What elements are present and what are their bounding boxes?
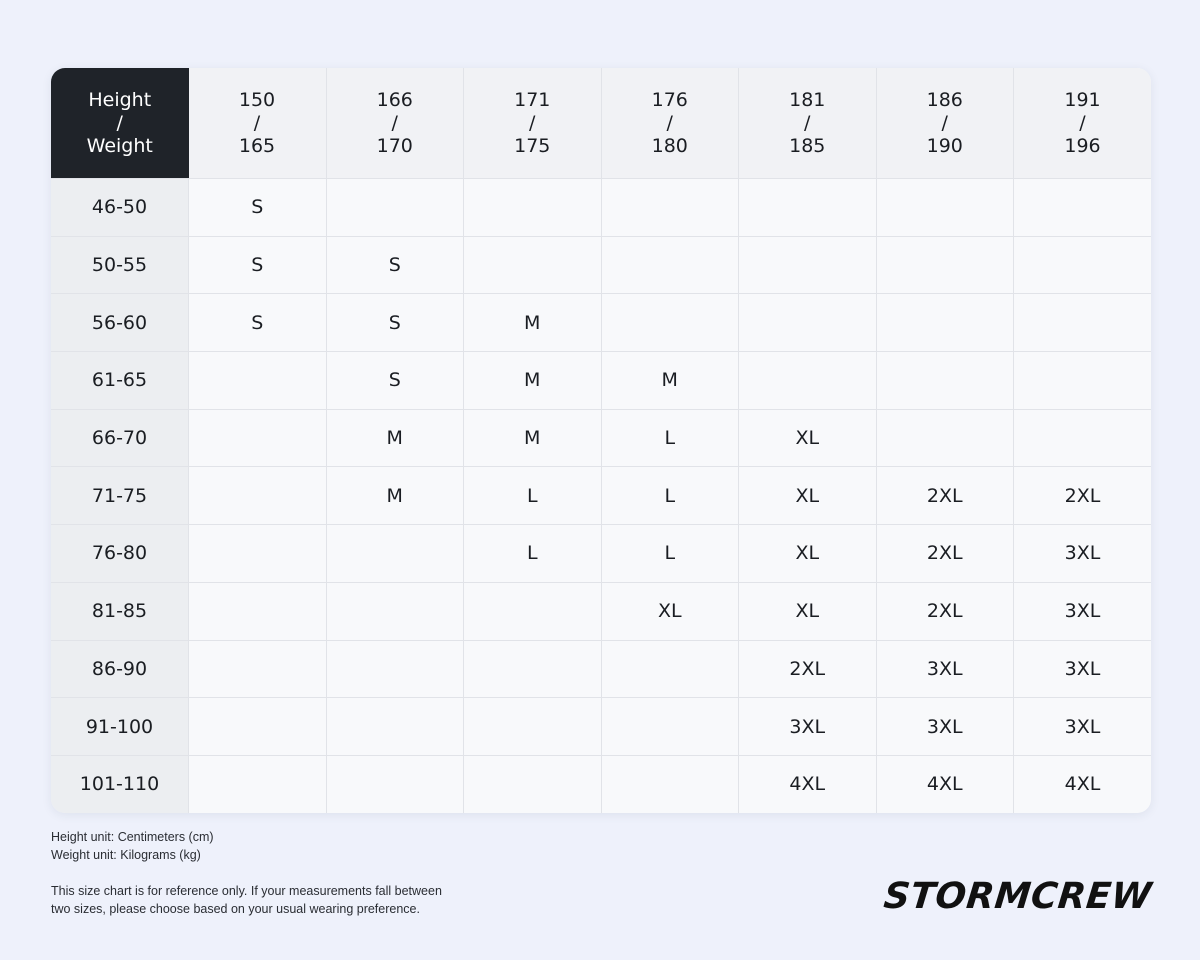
size-cell (739, 352, 877, 410)
weight-row-header: 56-60 (51, 294, 189, 352)
size-cell: 2XL (1014, 467, 1152, 525)
table-row (51, 582, 1151, 640)
size-cell: S (326, 294, 464, 352)
size-cell: L (464, 467, 602, 525)
size-cell: XL (739, 582, 877, 640)
table-row (51, 352, 1151, 410)
table-row (51, 294, 1151, 352)
size-cell (1014, 294, 1152, 352)
height-column-header (189, 68, 327, 179)
weight-unit-note: Weight unit: Kilograms (kg) (51, 848, 201, 862)
size-cell (601, 179, 739, 237)
disclaimer (51, 882, 442, 918)
height-range-slash: / (529, 111, 536, 134)
size-cell: XL (739, 467, 877, 525)
size-cell (326, 755, 464, 813)
size-cell: 3XL (1014, 525, 1152, 583)
size-chart-table (51, 68, 1151, 813)
size-cell (464, 755, 602, 813)
size-cell: L (601, 409, 739, 467)
size-cell (1014, 236, 1152, 294)
corner-label-slash: / (116, 111, 123, 134)
size-cell (326, 582, 464, 640)
header-row (51, 68, 1151, 179)
size-cell: L (601, 467, 739, 525)
height-range-end: 170 (376, 134, 413, 157)
size-cell (189, 467, 327, 525)
size-cell (464, 582, 602, 640)
height-range-start: 166 (376, 88, 413, 111)
table-row (51, 525, 1151, 583)
corner-header (51, 68, 189, 179)
size-cell (189, 698, 327, 756)
size-cell (464, 179, 602, 237)
height-column-header (1014, 68, 1152, 179)
size-cell: M (464, 409, 602, 467)
brand-logo: STORMCREW (882, 876, 1155, 917)
height-range-end: 196 (1064, 134, 1101, 157)
size-cell: M (464, 352, 602, 410)
height-range-start: 186 (926, 88, 963, 111)
size-cell: 3XL (876, 640, 1014, 698)
size-chart-card (51, 68, 1151, 813)
height-range-start: 181 (789, 88, 826, 111)
table-row (51, 179, 1151, 237)
table-row (51, 698, 1151, 756)
weight-row-header: 76-80 (51, 525, 189, 583)
size-cell: S (326, 236, 464, 294)
size-cell: 2XL (739, 640, 877, 698)
height-range-slash: / (1079, 111, 1086, 134)
size-cell (326, 698, 464, 756)
size-cell (739, 179, 877, 237)
size-cell (876, 236, 1014, 294)
height-range-slash: / (941, 111, 948, 134)
height-range-end: 180 (651, 134, 688, 157)
table-row (51, 640, 1151, 698)
height-range-slash: / (804, 111, 811, 134)
size-cell: S (326, 352, 464, 410)
weight-row-header: 66-70 (51, 409, 189, 467)
size-cell (601, 294, 739, 352)
height-column-header (739, 68, 877, 179)
size-cell (326, 525, 464, 583)
size-cell (601, 698, 739, 756)
size-cell: S (189, 294, 327, 352)
size-cell (601, 755, 739, 813)
weight-row-header: 91-100 (51, 698, 189, 756)
weight-row-header: 46-50 (51, 179, 189, 237)
height-range-start: 171 (514, 88, 551, 111)
weight-row-header: 86-90 (51, 640, 189, 698)
height-range-slash: / (253, 111, 261, 134)
size-cell: 4XL (876, 755, 1014, 813)
size-cell (876, 409, 1014, 467)
size-cell (876, 352, 1014, 410)
size-cell (601, 236, 739, 294)
size-cell: L (464, 525, 602, 583)
height-column-header (464, 68, 602, 179)
size-cell (464, 640, 602, 698)
size-cell (601, 640, 739, 698)
size-cell: XL (739, 409, 877, 467)
size-cell (189, 640, 327, 698)
size-cell: 4XL (739, 755, 877, 813)
size-cell (876, 179, 1014, 237)
disclaimer-line: two sizes, please choose based on your usual wearing preference. (51, 902, 420, 916)
height-range-start: 150 (238, 88, 276, 111)
size-cell: XL (739, 525, 877, 583)
size-cell (1014, 409, 1152, 467)
corner-label-weight: Weight (86, 134, 153, 157)
size-cell (876, 294, 1014, 352)
size-cell (189, 582, 327, 640)
size-cell (189, 352, 327, 410)
weight-row-header: 61-65 (51, 352, 189, 410)
size-cell: M (464, 294, 602, 352)
size-cell: S (189, 236, 327, 294)
size-cell: 2XL (876, 467, 1014, 525)
size-cell (739, 236, 877, 294)
height-column-header (876, 68, 1014, 179)
size-chart-notes (51, 828, 442, 918)
weight-row-header: 50-55 (51, 236, 189, 294)
table-row (51, 467, 1151, 525)
size-cell (464, 236, 602, 294)
size-cell: XL (601, 582, 739, 640)
height-range-slash: / (391, 111, 398, 134)
size-cell (739, 294, 877, 352)
disclaimer-line: This size chart is for reference only. If your measurements fall between (51, 884, 442, 898)
size-cell: L (601, 525, 739, 583)
height-column-header (326, 68, 464, 179)
size-cell: S (189, 179, 327, 237)
height-column-header (601, 68, 739, 179)
height-range-slash: / (666, 111, 673, 134)
size-cell (189, 755, 327, 813)
size-cell: 2XL (876, 582, 1014, 640)
size-cell: 3XL (1014, 582, 1152, 640)
size-cell (1014, 179, 1152, 237)
size-cell (464, 698, 602, 756)
size-cell: 3XL (1014, 640, 1152, 698)
size-cell: M (601, 352, 739, 410)
weight-row-header: 101-110 (51, 755, 189, 813)
size-cell (326, 179, 464, 237)
size-cell: 3XL (876, 698, 1014, 756)
size-cell: 3XL (1014, 698, 1152, 756)
table-row (51, 236, 1151, 294)
weight-row-header: 81-85 (51, 582, 189, 640)
size-cell: 4XL (1014, 755, 1152, 813)
height-range-end: 190 (926, 134, 963, 157)
height-unit-note: Height unit: Centimeters (cm) (51, 830, 214, 844)
height-range-start: 191 (1064, 88, 1101, 111)
weight-row-header: 71-75 (51, 467, 189, 525)
height-range-start: 176 (651, 88, 688, 111)
size-cell (189, 525, 327, 583)
height-range-end: 185 (789, 134, 826, 157)
size-cell (326, 640, 464, 698)
size-cell: M (326, 467, 464, 525)
height-range-end: 175 (514, 134, 551, 157)
size-cell (1014, 352, 1152, 410)
table-row (51, 755, 1151, 813)
size-cell: 3XL (739, 698, 877, 756)
table-row (51, 409, 1151, 467)
height-range-end: 165 (238, 134, 276, 157)
size-cell: 2XL (876, 525, 1014, 583)
size-cell (189, 409, 327, 467)
corner-label-height: Height (88, 88, 152, 111)
size-cell: M (326, 409, 464, 467)
